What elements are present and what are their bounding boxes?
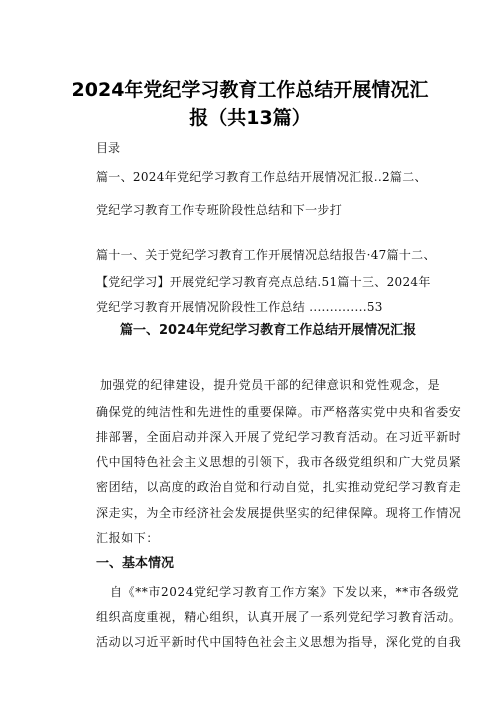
- toc-heading: 目录: [96, 141, 121, 155]
- paragraph-line: 加强党的纪律建设，提升党员干部的纪律意识和党性观念，是: [100, 378, 441, 392]
- paragraph-line: 排部署，全面启动并深入开展了党纪学习教育活动。在习近平新时: [96, 430, 462, 444]
- section-heading: 一、基本情况: [96, 556, 175, 571]
- document-title-line-1: 2024年党纪学习教育工作总结开展情况汇: [71, 79, 429, 101]
- paragraph-line: 活动以习近平新时代中国特色社会主义思想为指导，深化党的自我: [96, 635, 462, 649]
- paragraph-line: 确保党的纯洁性和先进性的重要保障。市严格落实党中央和省委安: [96, 405, 462, 419]
- paragraph-line: 代中国特色社会主义思想的引领下，我市各级党组织和广大党员紧: [96, 455, 462, 469]
- paragraph-line: 自《**市2024党纪学习教育工作方案》下发以来，**市各级党: [110, 585, 460, 599]
- toc-line[interactable]: 篇一、2024年党纪学习教育工作总结开展情况汇报..2篇二、: [96, 170, 427, 184]
- paragraph-line: 深走实，为全市经济社会发展提供坚实的纪律保障。现将工作情况: [96, 506, 462, 520]
- document-title-line-2: 报（共13篇）: [189, 107, 311, 129]
- paragraph-line: 密团结，以高度的政治自觉和行动自觉，扎实推动党纪学习教育走: [96, 480, 462, 494]
- toc-line[interactable]: 【党纪学习】开展党纪学习教育亮点总结.51篇十三、2024年: [96, 275, 431, 289]
- paragraph-line: 组织高度重视，精心组织，认真开展了一系列党纪学习教育活动。: [96, 610, 462, 624]
- paragraph-line: 汇报如下：: [96, 531, 160, 545]
- chapter-title: 篇一、2024年党纪学习教育工作总结开展情况汇报: [120, 323, 417, 338]
- toc-line[interactable]: 党纪学习教育工作专班阶段性总结和下一步打: [96, 203, 343, 217]
- toc-line[interactable]: 篇十一、关于党纪学习教育工作开展情况总结报告·47篇十二、: [96, 248, 436, 262]
- toc-line[interactable]: 党纪学习教育开展情况阶段性工作总结 ..............53: [96, 300, 383, 314]
